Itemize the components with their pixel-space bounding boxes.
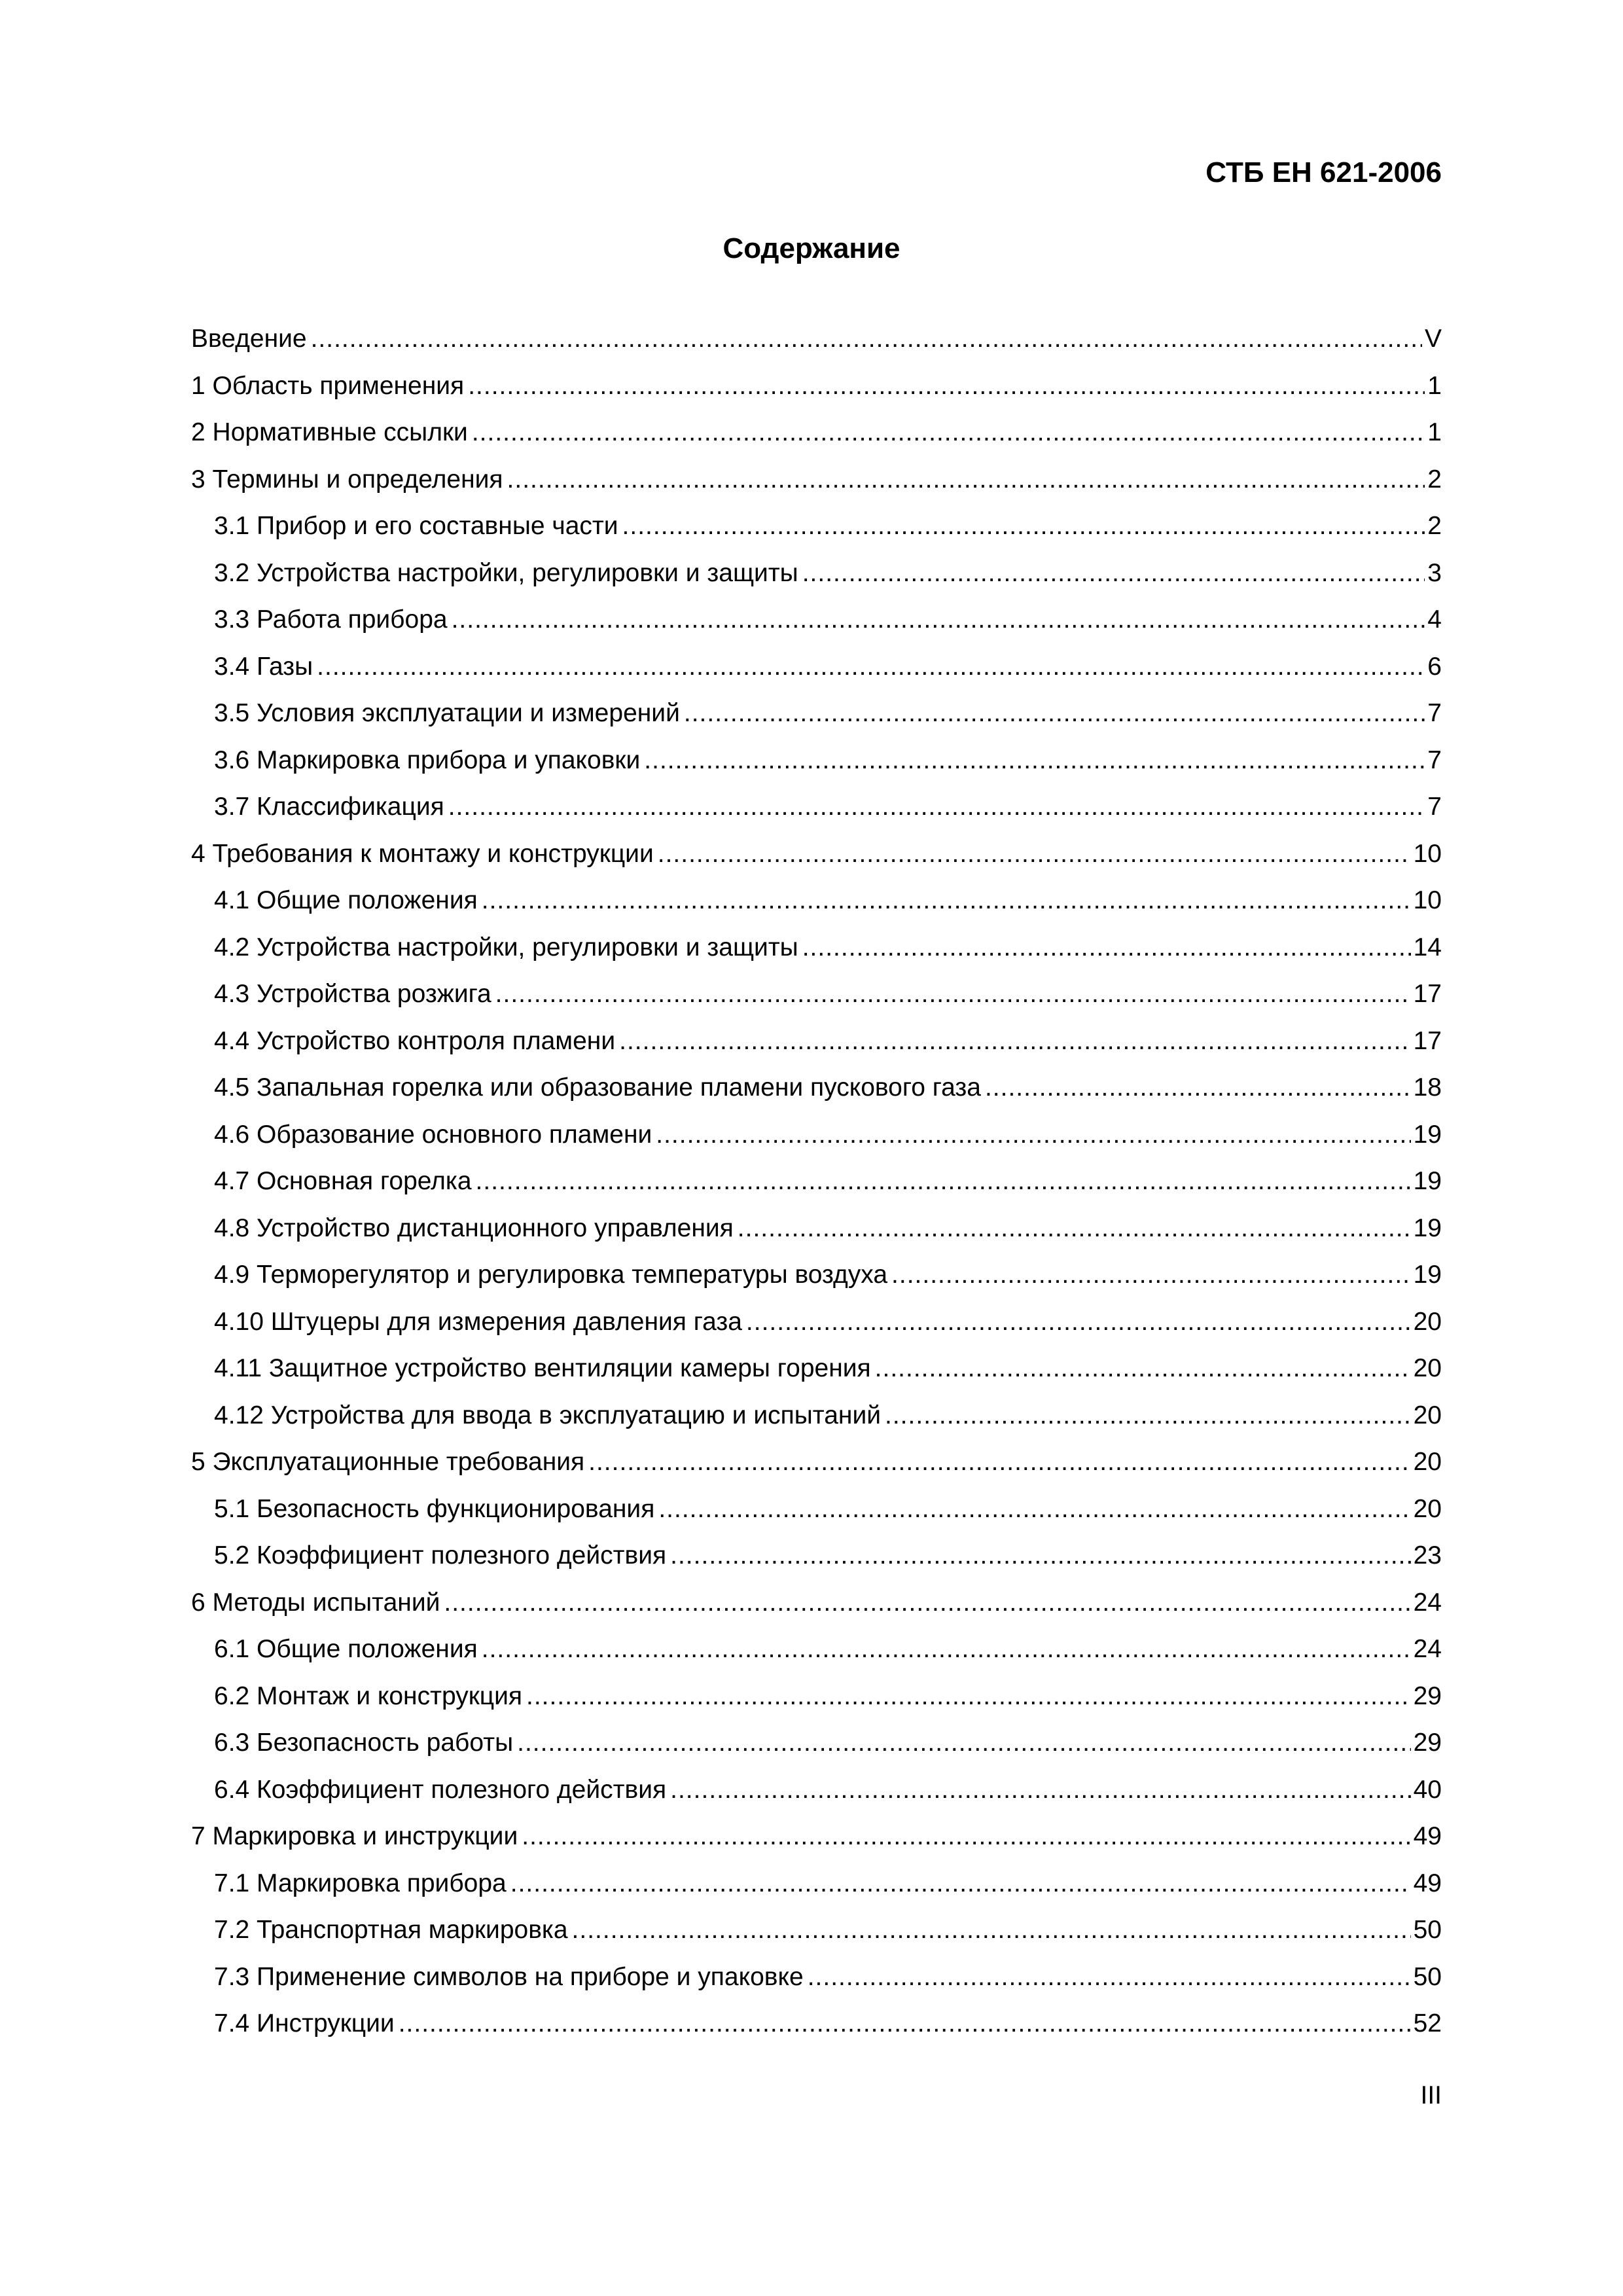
- toc-entry-label: 3.1 Прибор и его составные части: [214, 512, 618, 540]
- toc-entry-label: 5.1 Безопасность функционирования: [214, 1494, 655, 1523]
- toc-entry-page: 19: [1413, 1213, 1442, 1242]
- toc-entry[interactable]: [191, 643, 1442, 691]
- toc-entry-page: 50: [1413, 1916, 1442, 1944]
- toc-entry-page: 2: [1427, 512, 1442, 540]
- page-number: III: [1420, 2081, 1442, 2109]
- toc-entry[interactable]: [191, 550, 1442, 597]
- toc-entry-label: 5.2 Коэффициент полезного действия: [214, 1541, 667, 1570]
- toc-dot-leader: [622, 503, 1425, 550]
- toc-dot-leader: [746, 1299, 1411, 1346]
- toc-entry-page: 19: [1413, 1120, 1442, 1149]
- toc-dot-leader: [619, 1018, 1410, 1065]
- toc-entry-page: 10: [1413, 839, 1442, 868]
- toc-dot-leader: [482, 1626, 1411, 1673]
- toc-dot-leader: [517, 1719, 1411, 1767]
- toc-dot-leader: [802, 550, 1425, 597]
- toc-dot-leader: [885, 1392, 1411, 1439]
- toc-entry-page: 1: [1427, 371, 1442, 400]
- toc-entry[interactable]: [191, 1954, 1442, 2001]
- toc-entry[interactable]: [191, 1392, 1442, 1439]
- toc-entry-page: 29: [1413, 1681, 1442, 1710]
- toc-dot-leader: [399, 2000, 1411, 2047]
- toc-entry-label: 7.2 Транспортная маркировка: [214, 1916, 568, 1944]
- toc-entry[interactable]: [191, 737, 1442, 784]
- toc-entry-label: 7.1 Маркировка прибора: [214, 1869, 507, 1897]
- toc-entry-page: 18: [1413, 1073, 1442, 1102]
- toc-dot-leader: [311, 315, 1422, 363]
- toc-dot-leader: [644, 737, 1425, 784]
- toc-entry-label: 7.3 Применение символов на приборе и упаковке: [214, 1962, 804, 1991]
- toc-entry[interactable]: [191, 1299, 1442, 1346]
- toc-entry-page: 24: [1413, 1635, 1442, 1663]
- toc-entry[interactable]: [191, 596, 1442, 643]
- toc-entry-page: 7: [1427, 793, 1442, 821]
- toc-dot-leader: [808, 1954, 1411, 2001]
- toc-entry-label: 4.5 Запальная горелка или образование пламени пускового газа: [214, 1073, 981, 1102]
- toc-entry-label: 6.2 Монтаж и конструкция: [214, 1681, 523, 1710]
- toc-dot-leader: [658, 1486, 1410, 1533]
- toc-entry-page: 10: [1413, 886, 1442, 914]
- toc-entry-label: 3.7 Классификация: [214, 793, 444, 821]
- toc-dot-leader: [472, 409, 1425, 456]
- toc-entry[interactable]: [191, 409, 1442, 456]
- toc-dot-leader: [526, 1673, 1411, 1720]
- toc-entry-label: 6.3 Безопасность работы: [214, 1729, 514, 1757]
- toc-entry-page: 19: [1413, 1261, 1442, 1289]
- toc-dot-leader: [670, 1767, 1410, 1814]
- toc-entry-label: 4.3 Устройства розжига: [214, 980, 491, 1008]
- toc-entry-label: 4.8 Устройство дистанционного управления: [214, 1213, 734, 1242]
- toc-entry-page: 20: [1413, 1401, 1442, 1429]
- toc-entry-page: 14: [1413, 933, 1442, 961]
- toc-entry[interactable]: [191, 2000, 1442, 2047]
- toc-dot-leader: [658, 831, 1411, 878]
- toc-dot-leader: [738, 1205, 1411, 1252]
- toc-entry-label: 3.5 Условия эксплуатации и измерений: [214, 699, 680, 727]
- toc-entry[interactable]: [191, 1907, 1442, 1954]
- toc-entry-page: 49: [1413, 1822, 1442, 1850]
- toc-entry[interactable]: [191, 1673, 1442, 1720]
- toc-entry-label: 3.6 Маркировка прибора и упаковки: [214, 745, 641, 774]
- toc-entry-page: V: [1424, 325, 1442, 353]
- toc-entry-label: 4.1 Общие положения: [214, 886, 478, 914]
- toc-dot-leader: [802, 924, 1411, 971]
- toc-entry-page: 7: [1427, 745, 1442, 774]
- toc-dot-leader: [468, 363, 1425, 410]
- toc-entry-label: 1 Область применения: [191, 371, 465, 400]
- toc-dot-leader: [476, 1158, 1411, 1205]
- toc-entry[interactable]: [191, 1860, 1442, 1907]
- toc-entry[interactable]: [191, 1111, 1442, 1158]
- toc-entry-page: 20: [1413, 1448, 1442, 1476]
- toc-entry-page: 2: [1427, 465, 1442, 493]
- toc-entry-page: 19: [1413, 1167, 1442, 1195]
- toc-entry-label: 3.3 Работа прибора: [214, 605, 448, 634]
- toc-entry-page: 20: [1413, 1307, 1442, 1336]
- toc-dot-leader: [482, 877, 1411, 924]
- toc-entry-page: 17: [1413, 980, 1442, 1008]
- toc-dot-leader: [670, 1532, 1410, 1579]
- toc-entry[interactable]: [191, 877, 1442, 924]
- toc-dot-leader: [891, 1251, 1411, 1299]
- toc-dot-leader: [588, 1439, 1410, 1486]
- toc-entry-label: 6.1 Общие положения: [214, 1635, 478, 1663]
- toc-dot-leader: [317, 643, 1425, 691]
- toc-dot-leader: [522, 1813, 1410, 1860]
- toc-entry-page: 52: [1413, 2009, 1442, 2037]
- toc-entry-page: 20: [1413, 1354, 1442, 1382]
- toc-entry-label: 4.11 Защитное устройство вентиляции камеры горения: [214, 1354, 871, 1382]
- toc-entry-label: 7 Маркировка и инструкции: [191, 1822, 518, 1850]
- table-of-contents: [191, 315, 1442, 2047]
- toc-entry[interactable]: [191, 456, 1442, 503]
- toc-entry-page: 49: [1413, 1869, 1442, 1897]
- toc-entry-label: 6 Методы испытаний: [191, 1588, 440, 1617]
- toc-entry-label: 5 Эксплуатационные требования: [191, 1448, 585, 1476]
- toc-entry[interactable]: [191, 1579, 1442, 1626]
- toc-entry[interactable]: [191, 503, 1442, 550]
- toc-dot-leader: [985, 1064, 1411, 1111]
- toc-entry-label: 6.4 Коэффициент полезного действия: [214, 1775, 667, 1804]
- toc-entry-page: 24: [1413, 1588, 1442, 1617]
- toc-entry[interactable]: [191, 1767, 1442, 1814]
- toc-dot-leader: [495, 971, 1411, 1018]
- toc-dot-leader: [507, 456, 1425, 503]
- toc-entry[interactable]: [191, 315, 1442, 363]
- toc-entry[interactable]: [191, 1064, 1442, 1111]
- toc-entry[interactable]: [191, 1158, 1442, 1205]
- toc-dot-leader: [510, 1860, 1411, 1907]
- toc-entry-label: 3.2 Устройства настройки, регулировки и защиты: [214, 558, 798, 587]
- toc-entry-page: 23: [1413, 1541, 1442, 1570]
- toc-dot-leader: [444, 1579, 1410, 1626]
- toc-entry[interactable]: [191, 1626, 1442, 1673]
- toc-entry[interactable]: [191, 690, 1442, 737]
- toc-dot-leader: [875, 1345, 1411, 1392]
- toc-dot-leader: [572, 1907, 1411, 1954]
- toc-entry-label: 3 Термины и определения: [191, 465, 503, 493]
- document-code: СТБ ЕН 621-2006: [1205, 156, 1442, 188]
- toc-entry[interactable]: [191, 1345, 1442, 1392]
- toc-entry-page: 50: [1413, 1962, 1442, 1991]
- toc-entry-page: 3: [1427, 558, 1442, 587]
- toc-dot-leader: [448, 783, 1425, 831]
- toc-entry-page: 40: [1413, 1775, 1442, 1804]
- toc-entry[interactable]: [191, 1813, 1442, 1860]
- toc-entry-page: 29: [1413, 1729, 1442, 1757]
- toc-dot-leader: [452, 596, 1425, 643]
- toc-entry-label: 4.12 Устройства для ввода в эксплуатацию и испытаний: [214, 1401, 882, 1429]
- toc-entry[interactable]: [191, 1018, 1442, 1065]
- toc-entry[interactable]: [191, 1205, 1442, 1252]
- toc-entry-page: 20: [1413, 1494, 1442, 1523]
- toc-entry-label: 3.4 Газы: [214, 652, 313, 681]
- toc-entry[interactable]: [191, 971, 1442, 1018]
- toc-entry-label: 4.6 Образование основного пламени: [214, 1120, 652, 1149]
- toc-entry[interactable]: [191, 1439, 1442, 1486]
- toc-entry-label: 7.4 Инструкции: [214, 2009, 395, 2037]
- toc-entry[interactable]: [191, 1486, 1442, 1533]
- toc-entry[interactable]: [191, 1532, 1442, 1579]
- toc-entry[interactable]: [191, 363, 1442, 410]
- toc-entry-page: 1: [1427, 418, 1442, 446]
- toc-entry-page: 6: [1427, 652, 1442, 681]
- toc-entry-label: 4.10 Штуцеры для измерения давления газа: [214, 1307, 742, 1336]
- toc-entry[interactable]: [191, 831, 1442, 878]
- toc-entry-page: 7: [1427, 699, 1442, 727]
- toc-entry-page: 4: [1427, 605, 1442, 634]
- toc-dot-leader: [656, 1111, 1410, 1158]
- toc-entry[interactable]: [191, 1719, 1442, 1767]
- toc-entry[interactable]: [191, 924, 1442, 971]
- toc-entry-label: 2 Нормативные ссылки: [191, 418, 468, 446]
- toc-entry-label: 4.9 Терморегулятор и регулировка температуры воздуха: [214, 1261, 888, 1289]
- toc-entry[interactable]: [191, 1251, 1442, 1299]
- toc-entry[interactable]: [191, 783, 1442, 831]
- toc-entry-label: Введение: [191, 325, 307, 353]
- toc-entry-label: 4.2 Устройства настройки, регулировки и защиты: [214, 933, 798, 961]
- toc-entry-label: 4.4 Устройство контроля пламени: [214, 1026, 616, 1055]
- toc-entry-page: 17: [1413, 1026, 1442, 1055]
- toc-entry-label: 4.7 Основная горелка: [214, 1167, 472, 1195]
- toc-title: Содержание: [722, 232, 901, 264]
- toc-entry-label: 4 Требования к монтажу и конструкции: [191, 839, 654, 868]
- toc-dot-leader: [684, 690, 1425, 737]
